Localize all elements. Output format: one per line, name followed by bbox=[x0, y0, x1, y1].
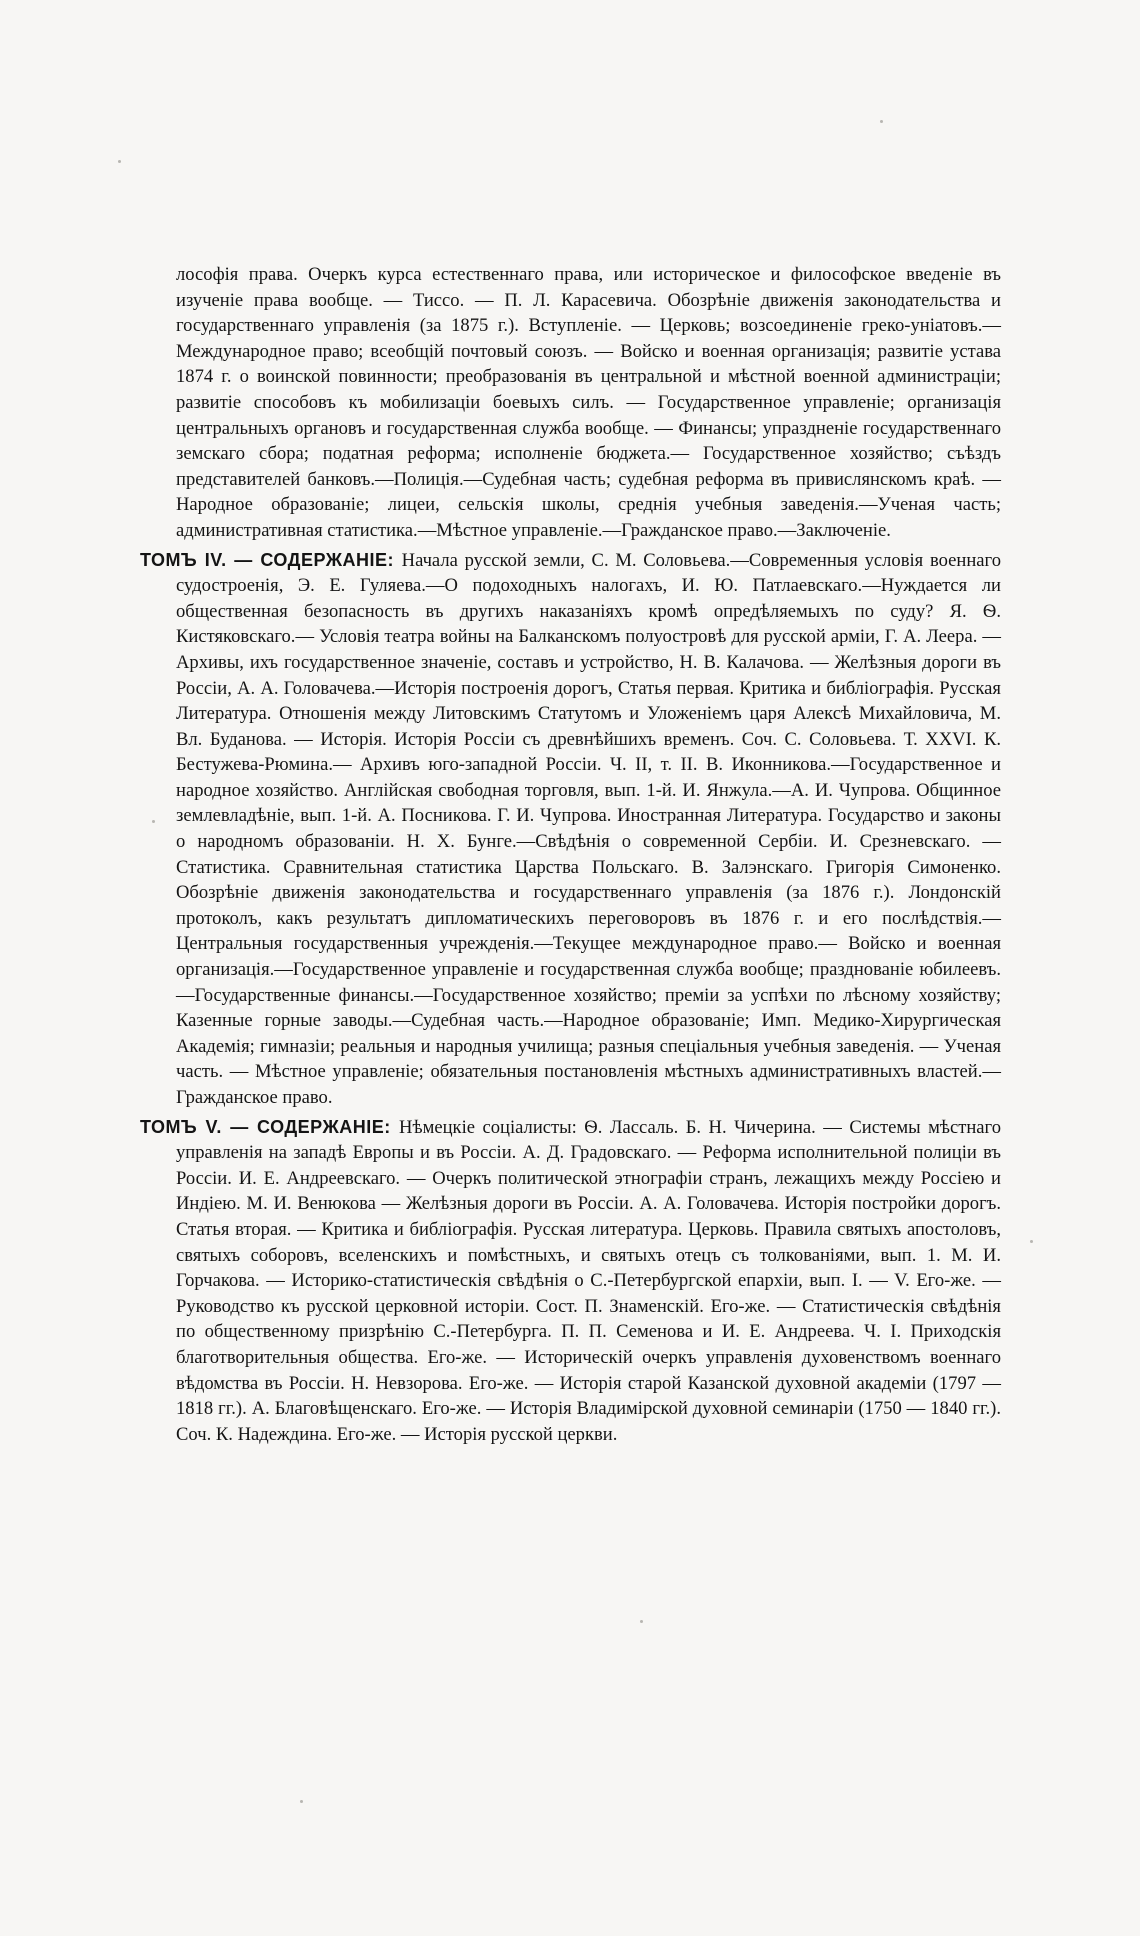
volume-4-contents: Начала русской земли, С. М. Соловьева.—Современныя условія военнаго судостроенія, Э. Е. Гуляева.—О подоходныхъ налогахъ, И. Ю. Патлаевскаго.—Нуждается ли общественная безопасность въ другихъ наказаніяхъ кромѣ опредѣляемыхъ по суду? Я. Ѳ. Кистяковскаго.— Условія театра войны на Балканскомъ полуостровѣ для русской арміи, Г. А. Леера. — Архивы, ихъ государственное значеніе, составъ и устройство, Н. В. Калачова. — Желѣзныя дороги въ Россіи, А. А. Головачева.—Исторія построенія дорогъ, Статья первая. Критика и библіографія. Русская Литература. Отношенія между Литовскимъ Статутомъ и Уложеніемъ царя Алексѣ Михайловича, М. Вл. Буданова. — Исторія. Исторія Россіи съ древнѣйшихъ временъ. Соч. С. Соловьева. Т. XXVI. К. Бестужева-Рюмина.— Архивъ юго-западной Россіи. Ч. II, т. II. В. Иконникова.—Государственное и народное хозяйство. Англійская свободная торговля, вып. 1-й. И. Янжула.—А. И. Чупрова. Общинное землевладѣніе, вып. 1-й. А. Посникова. Г. И. Чупрова. Иностранная Литература. Государство и законы о народномъ образованіи. Н. Х. Бунге.—Свѣдѣнія о современной Сербіи. И. Срезневскаго. — Статистика. Сравнительная статистика Царства Польскаго. В. Залэнскаго. Григорія Симоненко. Обозрѣніе движенія законодательства и государственнаго управленія (за 1876 г.). Лондонскій протоколъ, какъ результатъ дипломатическихъ переговоровъ въ 1876 г. и его послѣдствія.— Центральныя государственныя учрежденія.—Текущее международное право.— Войско и военная организація.—Государственное управленіе и государственная служба вообще; празднованіе юбилеевъ.—Государственные финансы.—Государственное хозяйство; преміи за успѣхи по лѣсному хозяйству; Казенные горные заводы.—Судебная часть.—Народное образованіе; Имп. Медико-Хирургическая Академія; гимназіи; реальныя и народныя училища; разныя спеціальныя учебныя заведенія. — Ученая часть. — Мѣстное управленіе; обязательныя постановленія мѣстныхъ административныхъ властей.—Гражданское право. bbox=[176, 549, 1002, 1108]
scan-speck bbox=[880, 120, 883, 123]
volume-4-heading: ТОМЪ IV. — СОДЕРЖАНІЕ: bbox=[140, 549, 402, 570]
text-block bbox=[140, 262, 1002, 1451]
paragraph-text: лософія права. Очеркъ курса естественнаго права, или историческое и философское введеніе въ изученіе права вообще. — Тиссо. — П. Л. Карасевича. Обозрѣніе движенія законодательства и государственнаго управленія (за 1875 г.). Вступленіе. — Церковь; возсоединеніе греко-уніатовъ.— Международное право; всеобщій почтовый союзъ. — Войско и военная организація; развитіе устава 1874 г. о воинской повинности; преобразованія въ центральной и мѣстной военной администраціи; развитіе способовъ къ мобилизаціи боевыхъ силъ. — Государственное управленіе; организація центральныхъ органовъ и государственная служба вообще. — Финансы; упраздненіе государственнаго земскаго сбора; податная реформа; исполненіе бюджета.— Государственное хозяйство; съѣздъ представителей банковъ.—Полиція.—Судебная часть; судебная реформа въ привислянскомъ краѣ. — Народное образованіе; лицеи, сельскія школы, среднія учебныя заведенія.—Ученая часть; административная статистика.—Мѣстное управленіе.—Гражданское право.—Заключеніе. bbox=[176, 264, 1001, 541]
volume-5-contents: Нѣмецкіе соціалисты: Ѳ. Лассаль. Б. Н. Чичерина. — Системы мѣстнаго управленія на западѣ Европы и въ Россіи. А. Д. Градовскаго. — Реформа исполнительной полиціи въ Россіи. И. Е. Андреевскаго. — Очеркъ политической этнографіи странъ, лежащихъ между Россіею и Индіею. М. И. Венюкова — Желѣзныя дороги въ Россіи. А. А. Головачева. Исторія постройки дорогъ. Статья вторая. — Критика и библіографія. Русская литература. Церковь. Правила святыхъ апостоловъ, святыхъ соборовъ, вселенскихъ и помѣстныхъ, и святыхъ отецъ съ толкованіями, вып. 1. М. И. Горчакова. — Историко-статистическія свѣдѣнія о С.-Петербургской епархіи, вып. I. — V. Его-же. — Руководство къ русской церковной исторіи. Сост. П. Знаменскій. Его-же. — Статистическія свѣдѣнія по общественному призрѣнію С.-Петербурга. П. П. Семенова и И. Е. Андреева. Ч. I. Приходскія благотворительныя общества. Его-же. — Историческій очеркъ управленія духовенствомъ военнаго вѣдомства въ Россіи. Н. Невзорова. Его-же. — Исторія старой Казанской духовной академіи (1797 — 1818 гг.). А. Благовѣщенскаго. Его-же. — Исторія Владимірской духовной семинаріи (1750 — 1840 гг.). Соч. К. Надеждина. Его-же. — Исторія русской церкви. bbox=[176, 1116, 1001, 1445]
volume-5-entry bbox=[140, 1115, 1001, 1448]
scan-speck bbox=[1030, 1240, 1033, 1243]
scan-speck bbox=[118, 160, 121, 163]
scan-speck bbox=[152, 820, 155, 823]
volume-4-entry bbox=[140, 548, 1001, 1111]
continuation-paragraph bbox=[176, 262, 1001, 544]
scan-speck bbox=[640, 1620, 643, 1623]
volume-5-heading: ТОМЪ V. — СОДЕРЖАНІЕ: bbox=[140, 1116, 400, 1137]
scan-speck bbox=[300, 1800, 303, 1803]
